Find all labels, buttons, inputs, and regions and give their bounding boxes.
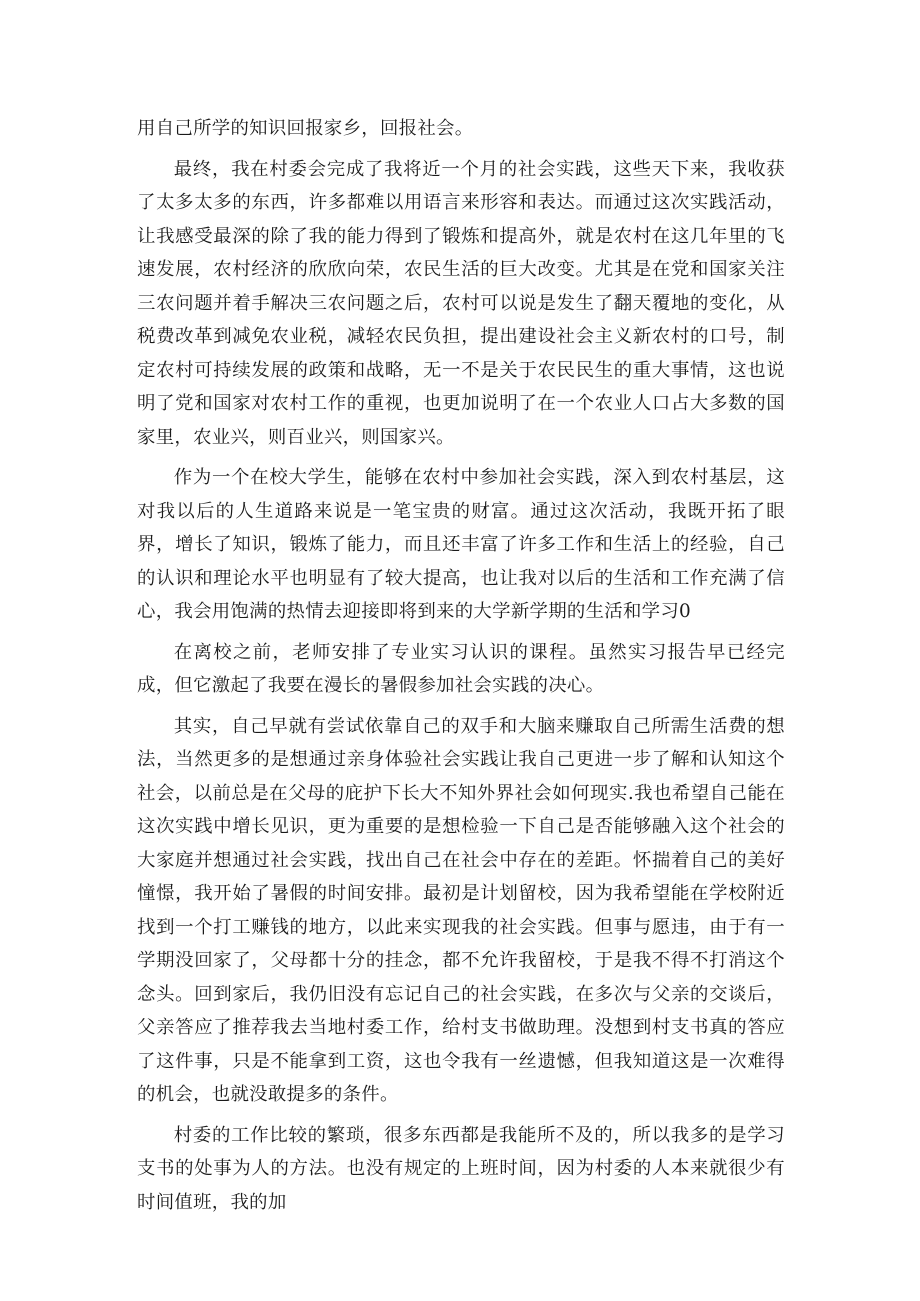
- document-body: [137, 112, 785, 1226]
- paragraph-5: 其实，自己早就有尝试依靠自己的双手和大脑来赚取自己所需生活费的想法，当然更多的是想通过亲身体验社会实践让我自己更进一步了解和认知这个社会，以前总是在父母的庇护下长大不知外界社会如何现实.我也希望自己能在这次实践中增长见识，更为重要的是想检验一下自己是否能够融入这个社会的大家庭并想通过社会实践，找出自己在社会中存在的差距。怀揣着自己的美好憧憬，我开始了暑假的时间安排。最初是计划留校，因为我希望能在学校附近找到一个打工赚钱的地方，以此来实现我的社会实践。但事与愿违，由于有一学期没回家了，父母都十分的挂念，都不允许我留校，于是我不得不打消这个念头。回到家后，我仍旧没有忘记自己的社会实践，在多次与父亲的交谈后，父亲答应了推荐我去当地村委工作，给村支书做助理。没想到村支书真的答应了这件事，只是不能拿到工资，这也令我有一丝遗憾，但我知道这是一次难得的机会，也就没敢提多的条件。: [137, 715, 785, 1105]
- paragraph-4: 在离校之前，老师安排了专业实习认识的课程。虽然实习报告早已经完成，但它激起了我要在漫长的暑假参加社会实践的决心。: [137, 641, 785, 696]
- paragraph-6: 村委的工作比较的繁琐，很多东西都是我能所不及的，所以我多的是学习支书的处事为人的方法。也没有规定的上班时间，因为村委的人本来就很少有时间值班，我的加: [137, 1124, 785, 1213]
- paragraph-3: 作为一个在校大学生，能够在农村中参加社会实践，深入到农村基层，这对我以后的人生道路来说是一笔宝贵的财富。通过这次活动，我既开拓了眼界，增长了知识，锻炼了能力，而且还丰富了许多工作和生活上的经验，自己的认识和理论水平也明显有了较大提高，也让我对以后的生活和工作充满了信心，我会用饱满的热情去迎接即将到来的大学新学期的生活和学习0: [137, 467, 785, 622]
- paragraph-1: 用自己所学的知识回报家乡，回报社会。: [137, 118, 474, 139]
- paragraph-2: 最终，我在村委会完成了我将近一个月的社会实践，这些天下来，我收获了太多太多的东西，许多都难以用语言来形容和表达。而通过这次实践活动，让我感受最深的除了我的能力得到了锻炼和提高外，就是农村在这几年里的飞速发展，农村经济的欣欣向荣，农民生活的巨大改变。尤其是在党和国家关注三农问题并着手解决三农问题之后，农村可以说是发生了翻天覆地的变化，从税费改革到减免农业税，减轻农民负担，提出建设社会主义新农村的口号，制定农村可持续发展的政策和战略，无一不是关于农民民生的重大事情，这也说明了党和国家对农村工作的重视，也更加说明了在一个农业人口占大多数的国家里，农业兴，则百业兴，则国家兴。: [137, 158, 785, 448]
